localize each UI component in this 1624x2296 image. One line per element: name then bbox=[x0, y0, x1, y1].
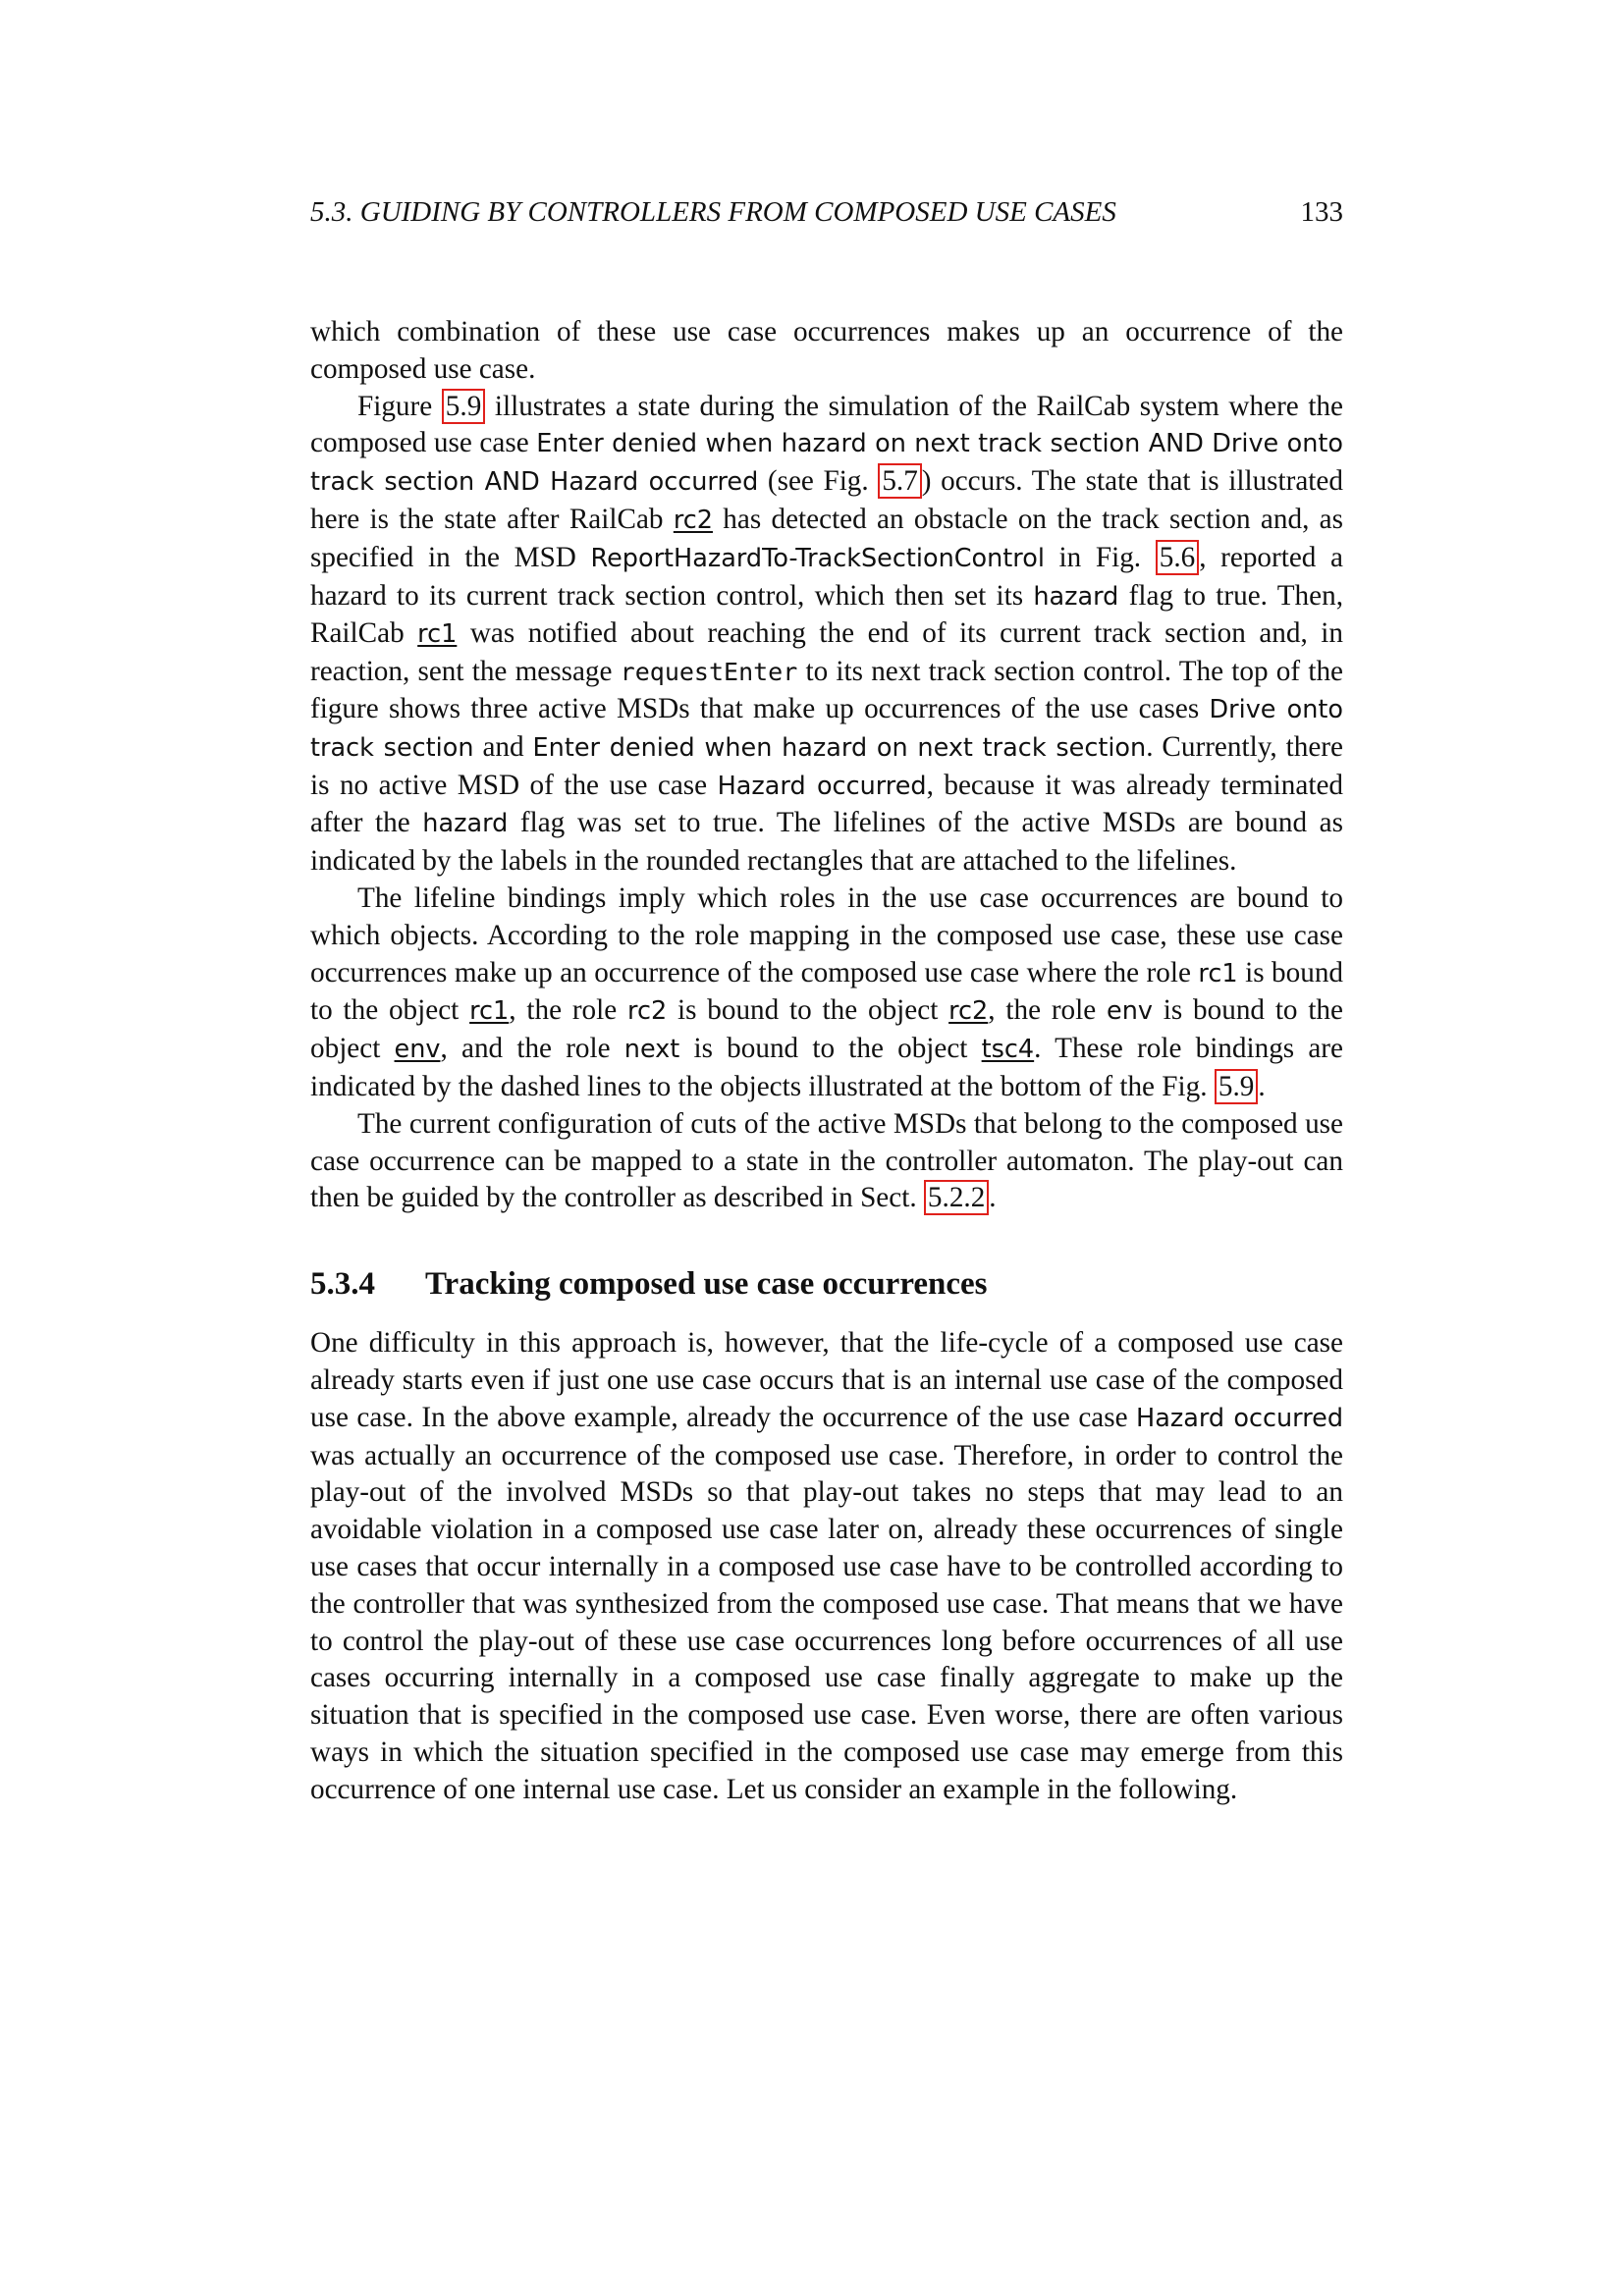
section-number: 5.3.4 bbox=[310, 1266, 375, 1303]
role-rc1: rc1 bbox=[1198, 958, 1238, 988]
text-run: is bound to the object bbox=[679, 1033, 982, 1065]
page-number: 133 bbox=[1300, 196, 1343, 228]
paragraph-1-text: which combination of these use case occurrences makes up an occurrence of the composed use case. bbox=[310, 316, 1343, 385]
paragraph-3 bbox=[310, 881, 1343, 1106]
use-case-drive-onto: Drive onto track section bbox=[310, 694, 1343, 763]
text-run: and bbox=[473, 730, 533, 763]
use-case-enter-denied: Enter denied when hazard on next track section bbox=[532, 732, 1147, 763]
use-case-hazard-occurred: Hazard occurred bbox=[717, 771, 927, 801]
text-run: has detected an obstacle on the track section and, as specified in the MSD bbox=[310, 503, 1343, 573]
text-run: illustrates a state during the simulation of the RailCab system where the composed use case bbox=[310, 390, 1343, 459]
figure-link-5-6[interactable]: 5.6 bbox=[1156, 540, 1199, 575]
text-run: in Fig. bbox=[1044, 541, 1156, 573]
text-run: One difficulty in this approach is, however, that the life-cycle of a composed use case already starts even if just one use case occurs that is an internal use case of the composed use case. In the above example, already the occurrence of the use case bbox=[310, 1327, 1343, 1433]
figure-link-5-9[interactable]: 5.9 bbox=[442, 389, 485, 424]
text-run: flag was set to true. The lifelines of the active MSDs are bound as indicated by the labels in the rounded rectangles that are attached to the lifelines. bbox=[310, 807, 1343, 878]
text-run: was actually an occurrence of the composed use case. Therefore, in order to control the play-out of the involved MSDs so that play-out takes no steps that may lead to an avoidable violation in a composed use case later on, already these occurrences of single use cases that occur internally in a composed use case have to be controlled according to the controller that was synthesized from the composed use case. That means that we have to control the play-out of these use case occurrences long before occurrences of all use cases occurring internally in a composed use case finally aggregate to make up the situation that is specified in the composed use case. Even worse, there are often various ways in which the situation specified in the composed use case may emerge from this occurrence of one internal use case. Let us consider an example in the following. bbox=[310, 1439, 1343, 1805]
text-run: The current configuration of cuts of the active MSDs that belong to the composed use case occurrence can be mapped to a state in the controller automaton. The play-out can then be guided by the controller as described in Sect. bbox=[310, 1107, 1343, 1214]
figure-link-5-7[interactable]: 5.7 bbox=[878, 463, 921, 499]
section-heading bbox=[310, 1264, 1343, 1304]
text-run: . These role bindings are indicated by the dashed lines to the objects illustrated at the bottom of the Fig. bbox=[310, 1033, 1343, 1102]
running-header bbox=[310, 196, 1343, 236]
text-run: flag to true. Then, RailCab bbox=[310, 579, 1343, 650]
object-rc2: rc2 bbox=[948, 996, 989, 1027]
use-case-hazard-occurred: Hazard occurred bbox=[1136, 1403, 1344, 1433]
object-rc1: rc1 bbox=[417, 619, 458, 650]
role-env: env bbox=[1107, 996, 1153, 1027]
text-run: , the role bbox=[509, 994, 628, 1027]
text-run: was notified about reaching the end of its current track section and, in reaction, sent the message bbox=[310, 617, 1343, 688]
composed-use-case-name: Enter denied when hazard on next track section AND Drive onto track section AND Hazard occurred bbox=[310, 429, 1343, 498]
body-text bbox=[310, 314, 1343, 1808]
paragraph-4 bbox=[310, 1106, 1343, 1217]
role-rc2: rc2 bbox=[627, 996, 668, 1027]
text-run: . Currently, there is no active MSD of the use case bbox=[310, 730, 1343, 801]
text-run: ) occurs. The state that is illustrated here is the state after RailCab bbox=[310, 465, 1343, 535]
text-run: . bbox=[989, 1182, 997, 1214]
text-run: , because it was already terminated after the bbox=[310, 769, 1343, 839]
running-title: 5.3. GUIDING BY CONTROLLERS FROM COMPOSED USE CASES bbox=[310, 196, 1116, 228]
section-title: Tracking composed use case occurrences bbox=[425, 1266, 988, 1303]
text-run: The lifeline bindings imply which roles in the use case occurrences are bound to which objects. According to the role mapping in the composed use case, these use case occurrences make up an occurrence of the composed use case where the role bbox=[310, 881, 1343, 988]
hazard-flag-term: hazard bbox=[422, 809, 509, 839]
object-rc2: rc2 bbox=[673, 505, 713, 535]
paragraph-2 bbox=[310, 389, 1343, 881]
text-run: , the role bbox=[988, 994, 1108, 1027]
text-run: , reported a hazard to its current track section control, which then set its bbox=[310, 541, 1343, 612]
paragraph-5 bbox=[310, 1325, 1343, 1808]
text-run: is bound to the object bbox=[310, 956, 1344, 1027]
message-request-enter: requestEnter bbox=[620, 658, 798, 687]
text-run: (see Fig. bbox=[758, 465, 879, 498]
object-rc1: rc1 bbox=[469, 996, 510, 1027]
object-tsc4: tsc4 bbox=[981, 1035, 1035, 1065]
text-run: is bound to the object bbox=[667, 994, 949, 1027]
text-run: . bbox=[1258, 1070, 1266, 1102]
text-run: is bound to the object bbox=[310, 994, 1343, 1065]
role-next: next bbox=[623, 1035, 680, 1065]
hazard-flag-term: hazard bbox=[1033, 581, 1119, 612]
figure-link-5-9[interactable]: 5.9 bbox=[1215, 1069, 1258, 1104]
paragraph-1 bbox=[310, 314, 1343, 389]
text-run: , and the role bbox=[440, 1033, 624, 1065]
text-run: to its next track section control. The top of the figure shows three active MSDs that make up occurrences of the use cases bbox=[310, 656, 1343, 724]
object-env: env bbox=[394, 1035, 441, 1065]
section-link-5-2-2[interactable]: 5.2.2 bbox=[924, 1180, 989, 1215]
msd-name: ReportHazardTo-TrackSectionControl bbox=[590, 543, 1045, 573]
page bbox=[310, 196, 1343, 1808]
text-run: Figure bbox=[357, 390, 442, 422]
